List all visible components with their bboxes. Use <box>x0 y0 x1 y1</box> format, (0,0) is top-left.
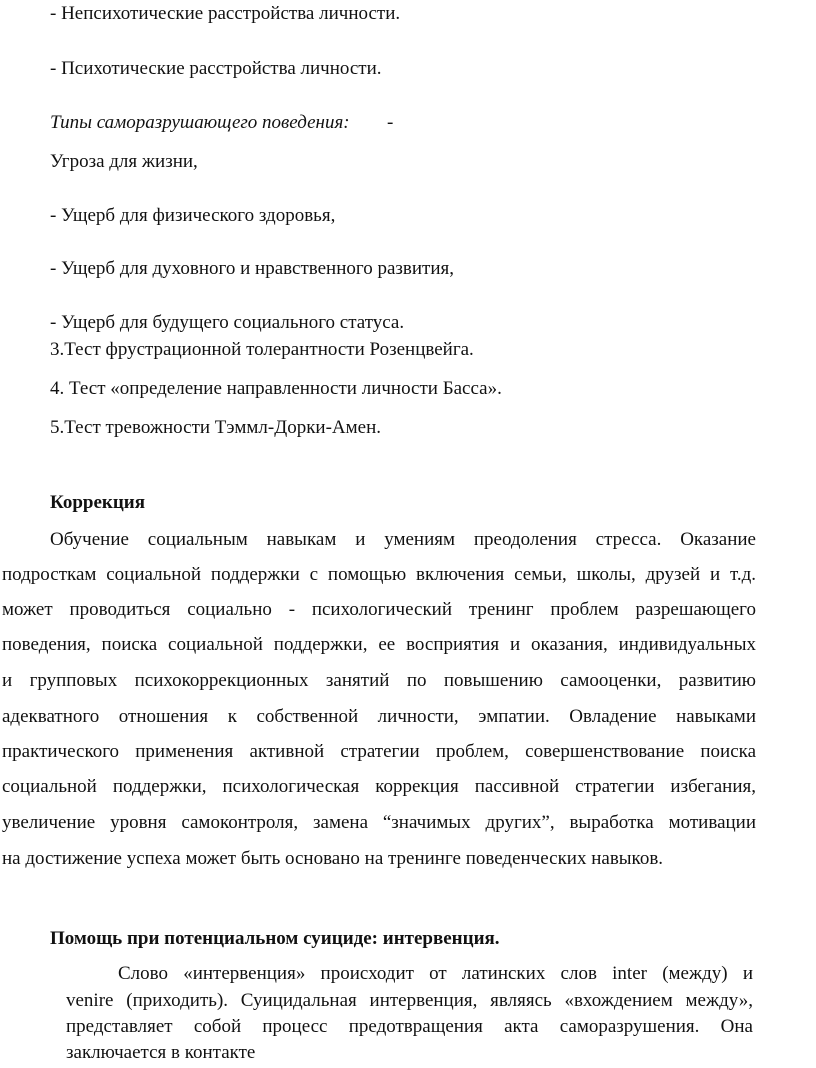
list-item: - Непсихотические расстройства личности. <box>50 3 401 24</box>
test-item: 5.Тест тревожности Тэммл-Дорки-Амен. <box>50 417 382 438</box>
section-heading-intervention: Помощь при потенциальном суициде: интервенция. <box>50 928 500 949</box>
test-item: 4. Тест «определение направленности личности Басса». <box>50 378 502 399</box>
paragraph-line: практического применения активной стратегии проблем, совершенствование поиска <box>2 741 756 762</box>
paragraph-line: venire (приходить). Суицидальная интервенция, являясь «вхождением между», <box>66 990 753 1011</box>
section-heading-correction: Коррекция <box>50 492 146 513</box>
paragraph-line: может проводиться социально - психологический тренинг проблем разрешающего <box>2 599 756 620</box>
list-item: - Ущерб для духовного и нравственного развития, <box>50 258 454 279</box>
list-item: - Ущерб для физического здоровья, <box>50 205 336 226</box>
paragraph-line: и групповых психокоррекционных занятий по повышению самооценки, развитию <box>2 670 756 691</box>
paragraph-line: социальной поддержки, психологическая коррекция пассивной стратегии избегания, <box>2 776 756 797</box>
paragraph-line: представляет собой процесс предотвращения акта саморазрушения. Она <box>66 1016 753 1037</box>
paragraph-line: адекватного отношения к собственной личности, эмпатии. Овладение навыками <box>2 706 756 727</box>
section-heading-self-destructive-types: Типы саморазрушающего поведения: <box>50 112 350 133</box>
paragraph-line: увеличение уровня самоконтроля, замена “значимых других”, выработка мотивации <box>2 812 756 833</box>
list-item: - Ущерб для будущего социального статуса. <box>50 312 405 333</box>
list-item: Угроза для жизни, <box>50 151 198 172</box>
paragraph-line: Слово «интервенция» происходит от латинских слов inter (между) и <box>118 963 753 984</box>
paragraph-line: поведения, поиска социальной поддержки, ее восприятия и оказания, индивидуальных <box>2 634 756 655</box>
paragraph-line: подросткам социальной поддержки с помощью включения семьи, школы, друзей и т.д. <box>2 564 756 585</box>
paragraph-line: Обучение социальным навыкам и умениям преодоления стресса. Оказание <box>50 529 756 550</box>
test-item: 3.Тест фрустрационной толерантности Розенцвейга. <box>50 339 474 360</box>
paragraph-line: на достижение успеха может быть основано на тренинге поведенческих навыков. <box>2 848 664 869</box>
list-item: - Психотические расстройства личности. <box>50 58 382 79</box>
paragraph-line: заключается в контакте <box>66 1042 256 1063</box>
heading-dash: - <box>387 112 394 133</box>
